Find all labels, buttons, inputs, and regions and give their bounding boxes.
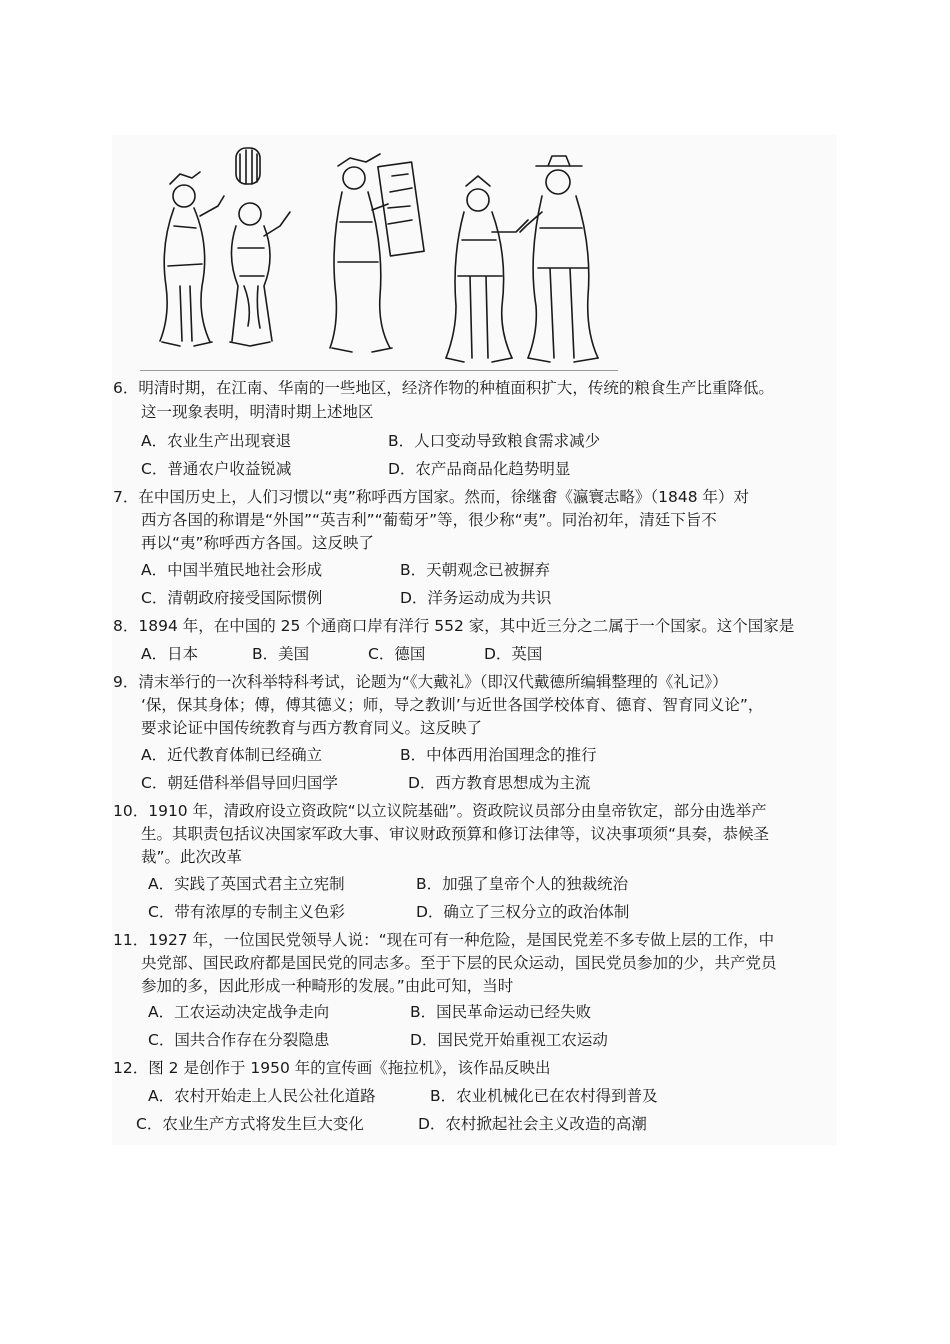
question-8-line-1: 8．1894 年，在中国的 25 个通商口岸有洋行 552 家，其中近三分之二属于一个国家。这个国家是 (113, 617, 795, 635)
q10-option-d[interactable]: D．确立了三权分立的政治体制 (416, 903, 630, 921)
question-9-line-1: 9．清末举行的一次科举特科考试，论题为“《大戴礼》（即汉代戴德所编辑整理的《礼记》） (113, 673, 728, 691)
q8-option-b[interactable]: B．美国 (252, 645, 310, 663)
q9-option-d[interactable]: D．西方教育思想成为主流 (408, 774, 591, 792)
q10-option-a[interactable]: A．实践了英国式君主立宪制 (148, 875, 345, 893)
q9-option-a[interactable]: A．近代教育体制已经确立 (141, 746, 323, 764)
q10-option-b[interactable]: B．加强了皇帝个人的独裁统治 (416, 875, 629, 893)
q6-option-c[interactable]: C．普通农户收益锐减 (141, 460, 292, 478)
question-6-line-2: 这一现象表明，明清时期上述地区 (141, 403, 374, 421)
q7-option-d[interactable]: D．洋务运动成为共识 (400, 589, 552, 607)
question-9-line-2: ‘保，保其身体；傅，傅其德义；师，导之教训’与近世各国学校体育、德育、智育同义论”， (141, 696, 764, 714)
q11-option-b[interactable]: B．国民革命运动已经失败 (410, 1003, 592, 1021)
question-10-line-2: 生。其职责包括议决国家军政大事、审议财政预算和修订法律等，议决事项须“具奏，恭候圣 (141, 825, 770, 843)
q6-option-d[interactable]: D．农产品商品化趋势明显 (388, 460, 571, 478)
question-7-line-3: 再以“夷”称呼西方各国。这反映了 (141, 534, 375, 552)
question-7-line-2: 西方各国的称谓是“外国”“英吉利”“葡萄牙”等，很少称“夷”。同治初年，清廷下旨不 (141, 511, 717, 529)
q12-option-b[interactable]: B．农业机械化已在农村得到普及 (430, 1087, 658, 1105)
q8-option-d[interactable]: D．英国 (484, 645, 543, 663)
q12-option-d[interactable]: D．农村掀起社会主义改造的高潮 (418, 1115, 647, 1133)
question-10-line-1: 10．1910 年，清政府设立资政院“以立议院基础”。资政院议员部分由皇帝钦定，部分由选举产 (113, 802, 767, 820)
q11-option-d[interactable]: D．国民党开始重视工农运动 (410, 1031, 608, 1049)
question-7-line-1: 7．在中国历史上，人们习惯以“夷”称呼西方国家。然而，徐继畬《瀛寰志略》（1848 年）对 (113, 488, 750, 506)
question-11-line-1: 11．1927 年，一位国民党领导人说：“现在可有一种危险，是国民党差不多专做上层的工作，中 (113, 931, 775, 949)
question-11-line-3: 参加的多，因此形成一种畸形的发展。”由此可知，当时 (141, 977, 514, 995)
q6-option-b[interactable]: B．人口变动导致粮食需求减少 (388, 432, 601, 450)
q11-option-a[interactable]: A．工农运动决定战争走向 (148, 1003, 330, 1021)
q10-option-c[interactable]: C．带有浓厚的专制主义色彩 (148, 903, 345, 921)
q8-option-c[interactable]: C．德国 (368, 645, 426, 663)
q9-option-c[interactable]: C．朝廷借科举倡导回归国学 (141, 774, 338, 792)
q12-option-a[interactable]: A．农村开始走上人民公社化道路 (148, 1087, 376, 1105)
q11-option-c[interactable]: C．国共合作存在分裂隐患 (148, 1031, 330, 1049)
q7-option-b[interactable]: B．天朝观念已被摒弃 (400, 561, 551, 579)
question-9-line-3: 要求论证中国传统教育与西方教育同义。这反映了 (141, 719, 483, 737)
q8-option-a[interactable]: A．日本 (141, 645, 199, 663)
question-12-line-1: 12．图 2 是创作于 1950 年的宣传画《拖拉机》，该作品反映出 (113, 1059, 551, 1077)
illustration-baseline (140, 370, 618, 371)
q9-option-b[interactable]: B．中体西用治国理念的推行 (400, 746, 597, 764)
q12-option-c[interactable]: C．农业生产方式将发生巨大变化 (136, 1115, 364, 1133)
question-6-line-1: 6．明清时期，在江南、华南的一些地区，经济作物的种植面积扩大，传统的粮食生产比重降低。 (113, 379, 774, 397)
q7-option-a[interactable]: A．中国半殖民地社会形成 (141, 561, 323, 579)
historical-figures-illustration (140, 136, 618, 372)
q6-option-a[interactable]: A．农业生产出现衰退 (141, 432, 292, 450)
question-11-line-2: 央党部、国民政府都是国民党的同志多。至于下层的民众运动，国民党员参加的少，共产党员 (141, 954, 777, 972)
question-10-line-3: 裁”。此次改革 (141, 848, 243, 866)
q7-option-c[interactable]: C．清朝政府接受国际惯例 (141, 589, 323, 607)
